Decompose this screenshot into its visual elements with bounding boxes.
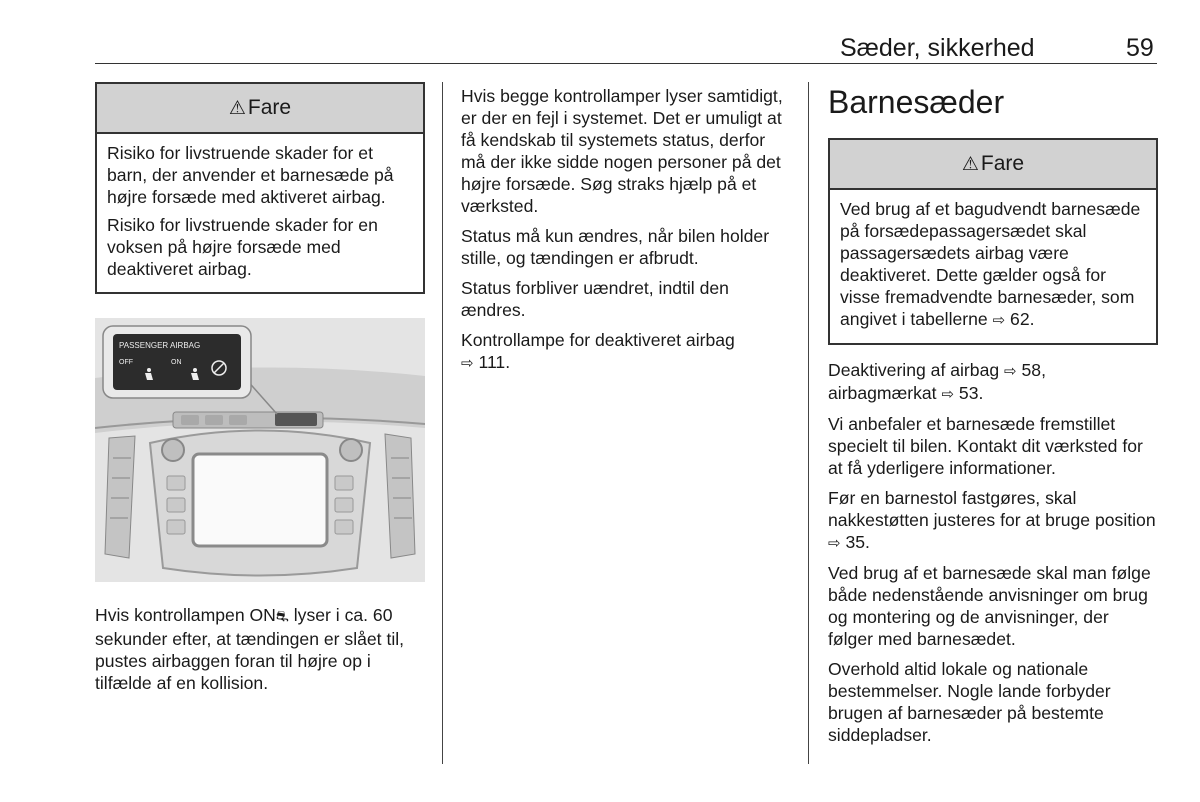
callout-off-label: OFF [119,359,133,366]
paragraph [461,329,791,374]
dashboard-illustration [95,318,425,582]
xref-link[interactable]: 53. [954,383,984,403]
header-title: Sæder, sikkerhed [840,34,1035,62]
xref-arrow-icon: ⇨ [941,385,955,403]
dashboard-figure [95,318,425,582]
warning-triangle-icon: ⚠ [961,154,979,175]
xref-link[interactable]: 35. [840,532,870,552]
text-segment: Hvis kontrollampen ON [95,605,276,625]
warning-box [828,138,1158,345]
paragraph: Status forbliver uændret, indtil den ændres. [461,278,729,320]
warning-paragraph: Risiko for livstruende skader for en voksen på højre forsæde med deaktiveret airbag. [107,215,378,279]
warning-paragraph [840,198,1146,331]
text-segment: Før en barnestol fastgøres, skal nakkestøtten justeres for at bruge position [828,488,1156,530]
text-segment: Kontrollampe for deaktiveret airbag [461,330,735,350]
airbag-seat-icon: ⛐ [275,608,289,625]
xref-arrow-icon: ⇨ [461,354,474,372]
callout-label: PASSENGER AIRBAG [119,341,201,350]
warning-body [97,134,423,292]
paragraph: Ved brug af et barnesæde skal man følge både nedenstående anvisninger om brug og montering og de anvisninger, der følger med barnesædet. [828,563,1151,649]
xref-link[interactable]: 58, airbagmærkat [828,360,1046,403]
xref-arrow-icon: ⇨ [828,534,841,552]
callout-on-label: ON [171,359,182,366]
text-segment: Deaktivering af airbag [828,360,1000,380]
xref-link[interactable]: 62. [1005,309,1035,329]
header-rule [95,63,1157,64]
text-segment: lyser i ca. 60 sekunder efter, at tændingen er slået til, pustes airbaggen foran til højre op i tilfælde af en kollision. [95,605,405,693]
paragraph: Status må kun ændres, når bilen holder stille, og tændingen er afbrudt. [461,226,770,268]
paragraph [828,359,1158,405]
column-divider [442,82,443,764]
text-segment: Ved brug af et bagudvendt barnesæde på forsædepassagersædet skal passagersædets airbag være deaktiveret. Dette gælder også for visse fremadvendte barnesæder, som angivet i tabellerne [840,199,1141,329]
xref-link[interactable]: 111. [473,352,511,372]
paragraph: Hvis begge kontrollamper lyser samtidigt, er der en fejl i systemet. Det er umuligt at få kendskab til systemets status, derfor må der ikke sidde nogen personer på det højre forsæde. Søg straks hjælp på et værksted. [461,86,783,216]
warning-header [97,84,423,134]
paragraph [828,487,1158,554]
column-1 [95,82,425,702]
paragraph: Overhold altid lokale og nationale bestemmelser. Nogle lande forbyder brugen af barnesæder på bestemte siddepladser. [828,659,1111,745]
column-divider [808,82,809,764]
warning-body [830,190,1156,343]
warning-paragraph: Risiko for livstruende skader for et barn, der anvender et barnesæde på højre forsæde med aktiveret airbag. [107,143,394,207]
page-number: 59 [1126,34,1154,62]
xref-arrow-icon: ⇨ [1004,362,1017,380]
warning-header [830,140,1156,190]
xref-arrow-icon: ⇨ [992,311,1006,329]
section-title: Barnesæder [828,84,1005,120]
warning-title: Fare [247,96,292,119]
warning-triangle-icon: ⚠ [228,98,246,119]
column-3 [828,82,1158,754]
warning-title: Fare [980,152,1025,175]
warning-box [95,82,425,294]
column-2 [461,85,791,382]
paragraph [95,604,425,694]
paragraph: Vi anbefaler et barnesæde fremstillet specielt til bilen. Kontakt dit værksted for at få yderligere informationer. [828,414,1143,478]
